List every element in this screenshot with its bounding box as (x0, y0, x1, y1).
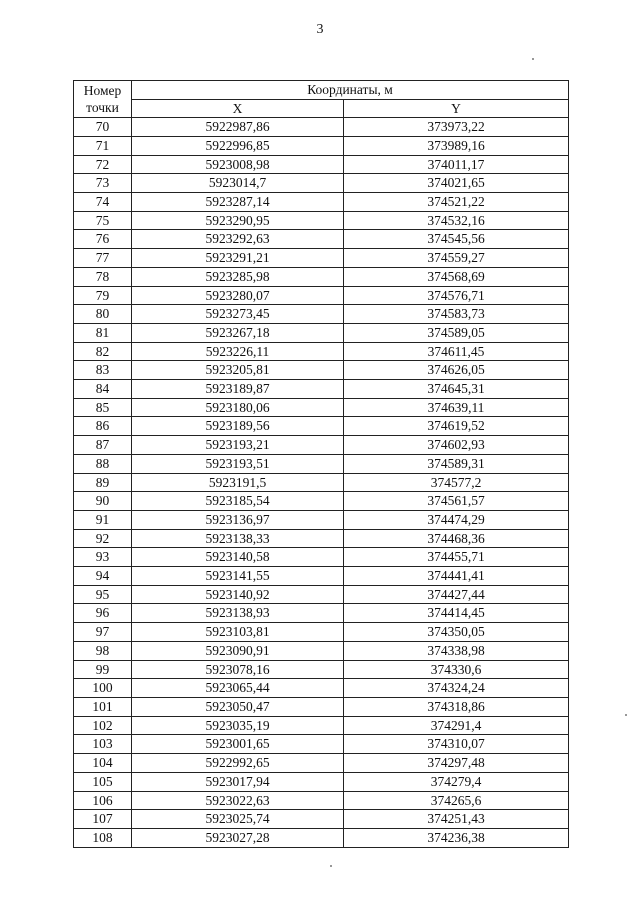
table-row (74, 492, 569, 511)
table-row (74, 716, 569, 735)
cell-point-number: 92 (74, 529, 132, 548)
cell-y: 374291,4 (344, 716, 569, 735)
cell-y: 374297,48 (344, 754, 569, 773)
cell-point-number: 76 (74, 230, 132, 249)
scan-speck (625, 714, 627, 716)
cell-x: 5923273,45 (132, 305, 344, 324)
cell-point-number: 78 (74, 267, 132, 286)
cell-point-number: 105 (74, 772, 132, 791)
table-row (74, 548, 569, 567)
cell-y: 374427,44 (344, 585, 569, 604)
cell-y: 374338,98 (344, 641, 569, 660)
table-row (74, 398, 569, 417)
table-row (74, 641, 569, 660)
table-row (74, 454, 569, 473)
header-point-number-line1: Номер (83, 83, 122, 99)
cell-y: 374279,4 (344, 772, 569, 791)
table-row (74, 697, 569, 716)
cell-point-number: 91 (74, 510, 132, 529)
cell-point-number: 102 (74, 716, 132, 735)
page-number: 3 (316, 22, 324, 37)
cell-y: 374545,56 (344, 230, 569, 249)
header-y: Y (344, 99, 569, 118)
table-row (74, 211, 569, 230)
cell-point-number: 94 (74, 567, 132, 586)
cell-x: 5923090,91 (132, 641, 344, 660)
cell-point-number: 86 (74, 417, 132, 436)
cell-point-number: 84 (74, 380, 132, 399)
cell-y: 374561,57 (344, 492, 569, 511)
cell-y: 374576,71 (344, 286, 569, 305)
table-row (74, 735, 569, 754)
cell-x: 5923103,81 (132, 623, 344, 642)
cell-point-number: 99 (74, 660, 132, 679)
cell-y: 374589,05 (344, 323, 569, 342)
cell-x: 5923285,98 (132, 267, 344, 286)
cell-x: 5923078,16 (132, 660, 344, 679)
cell-y: 374577,2 (344, 473, 569, 492)
table-row (74, 828, 569, 847)
cell-y: 374251,43 (344, 810, 569, 829)
cell-x: 5923138,93 (132, 604, 344, 623)
table-row (74, 305, 569, 324)
table-row (74, 791, 569, 810)
cell-x: 5923008,98 (132, 155, 344, 174)
cell-x: 5923291,21 (132, 249, 344, 268)
cell-y: 374626,05 (344, 361, 569, 380)
cell-x: 5923014,7 (132, 174, 344, 193)
table-row (74, 193, 569, 212)
cell-x: 5923287,14 (132, 193, 344, 212)
table-row (74, 585, 569, 604)
cell-x: 5923022,63 (132, 791, 344, 810)
cell-x: 5923267,18 (132, 323, 344, 342)
table-row (74, 679, 569, 698)
table-row (74, 323, 569, 342)
header-point-number-line2: точки (86, 100, 119, 116)
cell-y: 374455,71 (344, 548, 569, 567)
table-row (74, 660, 569, 679)
cell-x: 5923065,44 (132, 679, 344, 698)
cell-y: 374602,93 (344, 436, 569, 455)
cell-y: 374330,6 (344, 660, 569, 679)
cell-x: 5923017,94 (132, 772, 344, 791)
cell-x: 5923226,11 (132, 342, 344, 361)
table-row (74, 529, 569, 548)
cell-point-number: 85 (74, 398, 132, 417)
table-row (74, 118, 569, 137)
cell-x: 5923035,19 (132, 716, 344, 735)
cell-y: 374568,69 (344, 267, 569, 286)
table-row (74, 754, 569, 773)
coordinates-table (73, 80, 569, 848)
cell-point-number: 80 (74, 305, 132, 324)
cell-y: 374619,52 (344, 417, 569, 436)
table-row (74, 810, 569, 829)
cell-y: 374350,05 (344, 623, 569, 642)
scan-speck (330, 865, 332, 867)
cell-y: 374265,6 (344, 791, 569, 810)
cell-point-number: 87 (74, 436, 132, 455)
cell-x: 5923189,87 (132, 380, 344, 399)
cell-x: 5922987,86 (132, 118, 344, 137)
cell-y: 374474,29 (344, 510, 569, 529)
cell-x: 5923001,65 (132, 735, 344, 754)
table-header-row (74, 81, 569, 100)
cell-x: 5922992,65 (132, 754, 344, 773)
cell-point-number: 95 (74, 585, 132, 604)
table-row (74, 604, 569, 623)
cell-point-number: 81 (74, 323, 132, 342)
cell-y: 374324,24 (344, 679, 569, 698)
cell-x: 5923280,07 (132, 286, 344, 305)
cell-x: 5922996,85 (132, 136, 344, 155)
table-row (74, 136, 569, 155)
cell-y: 374521,22 (344, 193, 569, 212)
table-row (74, 249, 569, 268)
cell-x: 5923193,51 (132, 454, 344, 473)
cell-y: 374559,27 (344, 249, 569, 268)
cell-point-number: 72 (74, 155, 132, 174)
table-row (74, 473, 569, 492)
table-row (74, 267, 569, 286)
cell-point-number: 104 (74, 754, 132, 773)
table-row (74, 230, 569, 249)
cell-x: 5923027,28 (132, 828, 344, 847)
cell-y: 374318,86 (344, 697, 569, 716)
header-coordinates: Координаты, м (132, 81, 569, 100)
cell-point-number: 103 (74, 735, 132, 754)
cell-x: 5923136,97 (132, 510, 344, 529)
table-body (74, 118, 569, 847)
cell-point-number: 73 (74, 174, 132, 193)
cell-point-number: 71 (74, 136, 132, 155)
cell-point-number: 108 (74, 828, 132, 847)
cell-x: 5923193,21 (132, 436, 344, 455)
cell-point-number: 106 (74, 791, 132, 810)
cell-y: 374611,45 (344, 342, 569, 361)
cell-y: 374583,73 (344, 305, 569, 324)
cell-x: 5923189,56 (132, 417, 344, 436)
cell-x: 5923191,5 (132, 473, 344, 492)
cell-y: 374468,36 (344, 529, 569, 548)
cell-point-number: 100 (74, 679, 132, 698)
cell-y: 374011,17 (344, 155, 569, 174)
cell-y: 374639,11 (344, 398, 569, 417)
table-row (74, 417, 569, 436)
cell-point-number: 79 (74, 286, 132, 305)
scan-speck (532, 58, 534, 60)
table-row (74, 380, 569, 399)
cell-point-number: 96 (74, 604, 132, 623)
table-row (74, 155, 569, 174)
cell-point-number: 77 (74, 249, 132, 268)
cell-y: 374589,31 (344, 454, 569, 473)
cell-point-number: 101 (74, 697, 132, 716)
cell-x: 5923140,58 (132, 548, 344, 567)
table-row (74, 361, 569, 380)
cell-point-number: 74 (74, 193, 132, 212)
cell-x: 5923025,74 (132, 810, 344, 829)
table-row (74, 436, 569, 455)
table-row (74, 567, 569, 586)
cell-x: 5923290,95 (132, 211, 344, 230)
cell-y: 374645,31 (344, 380, 569, 399)
cell-x: 5923138,33 (132, 529, 344, 548)
cell-y: 374441,41 (344, 567, 569, 586)
table-subheader-row (74, 99, 569, 118)
cell-point-number: 107 (74, 810, 132, 829)
cell-y: 374414,45 (344, 604, 569, 623)
cell-point-number: 82 (74, 342, 132, 361)
cell-point-number: 97 (74, 623, 132, 642)
table-row (74, 286, 569, 305)
cell-point-number: 88 (74, 454, 132, 473)
cell-point-number: 83 (74, 361, 132, 380)
cell-y: 374236,38 (344, 828, 569, 847)
cell-y: 374021,65 (344, 174, 569, 193)
table-row (74, 510, 569, 529)
table-row (74, 342, 569, 361)
cell-point-number: 75 (74, 211, 132, 230)
cell-x: 5923205,81 (132, 361, 344, 380)
cell-point-number: 98 (74, 641, 132, 660)
cell-x: 5923141,55 (132, 567, 344, 586)
cell-x: 5923292,63 (132, 230, 344, 249)
table-row (74, 772, 569, 791)
table-row (74, 623, 569, 642)
header-point-number (74, 81, 132, 118)
cell-x: 5923050,47 (132, 697, 344, 716)
cell-point-number: 70 (74, 118, 132, 137)
cell-x: 5923185,54 (132, 492, 344, 511)
cell-x: 5923140,92 (132, 585, 344, 604)
cell-point-number: 93 (74, 548, 132, 567)
table-row (74, 174, 569, 193)
cell-y: 373973,22 (344, 118, 569, 137)
cell-point-number: 89 (74, 473, 132, 492)
cell-y: 373989,16 (344, 136, 569, 155)
cell-point-number: 90 (74, 492, 132, 511)
header-x: X (132, 99, 344, 118)
cell-x: 5923180,06 (132, 398, 344, 417)
cell-y: 374310,07 (344, 735, 569, 754)
cell-y: 374532,16 (344, 211, 569, 230)
